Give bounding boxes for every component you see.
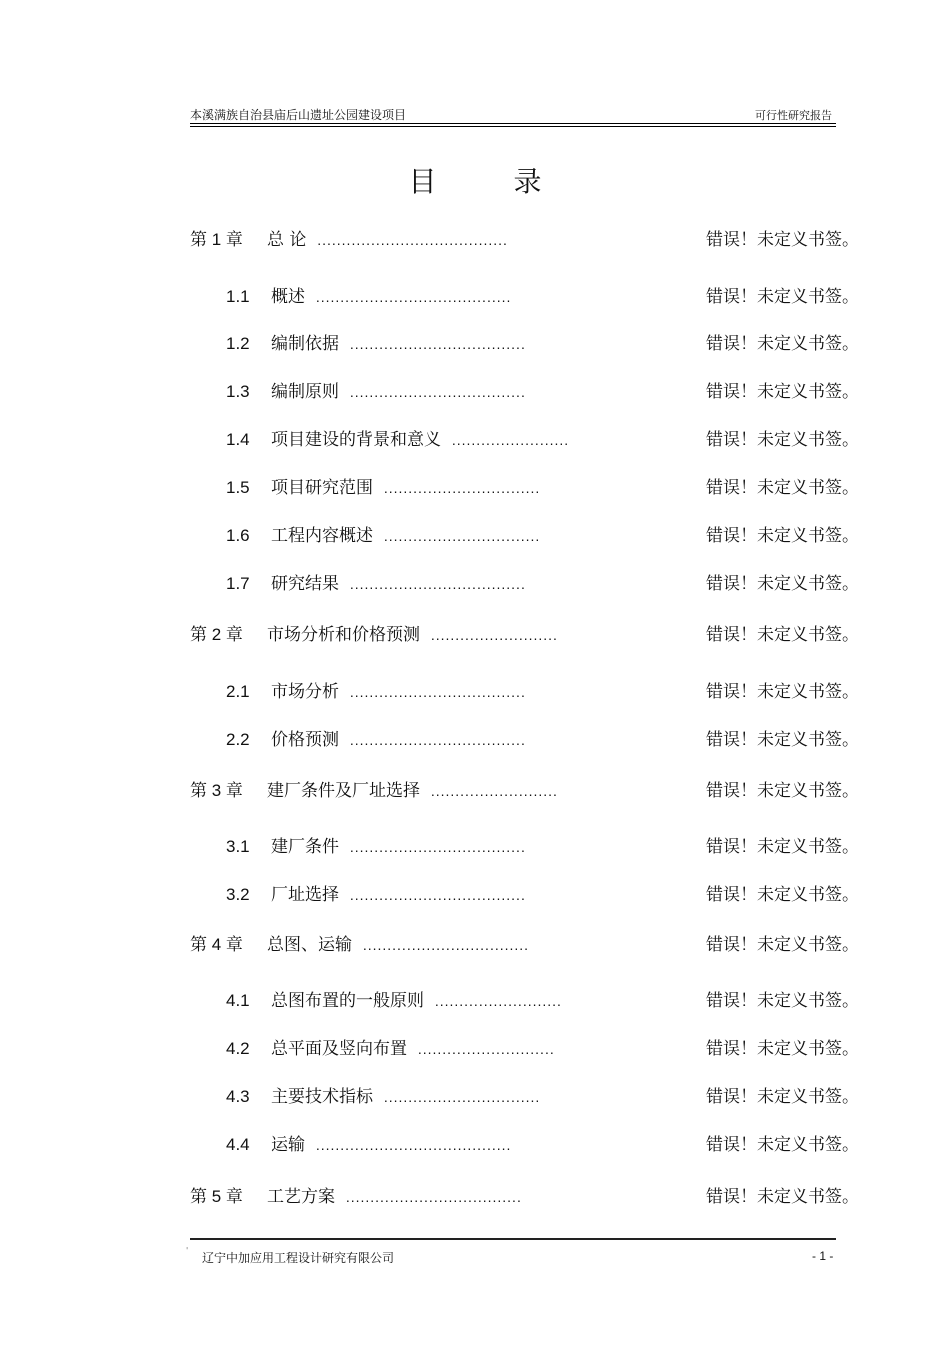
toc-gap	[420, 625, 431, 645]
toc-section-entry[interactable]	[226, 680, 870, 704]
toc-entry-number: 1.5	[226, 478, 250, 497]
toc-leader-dots: ....................................	[349, 887, 526, 903]
toc-page-reference: 错误！未定义书签。	[706, 526, 859, 546]
toc-page-reference: 错误！未定义书签。	[706, 935, 859, 955]
toc-gap	[339, 837, 350, 857]
toc-entry-number: 1.7	[226, 574, 250, 593]
toc-entry-number: 1.2	[226, 334, 250, 353]
toc-leader-dots: ................................	[383, 1089, 541, 1105]
toc-page-reference: 错误！未定义书签。	[706, 730, 859, 750]
toc-entry-title: 工艺方案	[267, 1187, 335, 1207]
toc-section-entry[interactable]	[226, 835, 870, 859]
toc-section-entry[interactable]	[226, 989, 870, 1013]
toc-chapter-entry[interactable]	[190, 779, 870, 803]
toc-page-reference: 错误！未定义书签。	[706, 430, 859, 450]
toc-entry-number: 第 2 章	[190, 625, 243, 644]
toc-gap	[339, 382, 350, 402]
toc-leader-dots: ..........................	[434, 993, 562, 1009]
toc-section-entry[interactable]	[226, 524, 870, 548]
toc-entry-number: 1.4	[226, 430, 250, 449]
toc-gap	[373, 1087, 384, 1107]
toc-entry-title: 项目研究范围	[271, 478, 373, 498]
toc-title: 目 录	[408, 165, 576, 198]
toc-leader-dots: ..........................	[430, 783, 558, 799]
toc-gap	[441, 430, 452, 450]
toc-page-reference: 错误！未定义书签。	[706, 682, 859, 702]
toc-entry-title: 总平面及竖向布置	[271, 1039, 407, 1059]
toc-entry-number: 1.3	[226, 382, 250, 401]
toc-page-reference: 错误！未定义书签。	[706, 287, 859, 307]
toc-section-entry[interactable]	[226, 883, 870, 907]
toc-section-entry[interactable]	[226, 285, 870, 309]
toc-entry-title: 总图、运输	[267, 935, 352, 955]
toc-leader-dots: ................................	[383, 480, 541, 496]
toc-entry-number: 1.1	[226, 287, 250, 306]
toc-entry-title: 市场分析和价格预测	[267, 625, 420, 645]
toc-chapter-entry[interactable]	[190, 228, 870, 252]
toc-entry-number: 2.1	[226, 682, 250, 701]
toc-leader-dots: .......................................	[317, 232, 508, 248]
toc-leader-dots: ........................	[451, 432, 570, 448]
toc-leader-dots: ........................................	[315, 1137, 512, 1153]
toc-chapter-entry[interactable]	[190, 623, 870, 647]
toc-page-reference: 错误！未定义书签。	[706, 478, 859, 498]
toc-page-reference: 错误！未定义书签。	[706, 574, 859, 594]
toc-entry-title: 价格预测	[271, 730, 339, 750]
toc-section-entry[interactable]	[226, 476, 870, 500]
toc-leader-dots: ....................................	[349, 684, 526, 700]
toc-entry-title: 编制原则	[271, 382, 339, 402]
toc-gap	[339, 334, 350, 354]
toc-section-entry[interactable]	[226, 428, 870, 452]
toc-gap	[352, 935, 363, 955]
toc-entry-number: 3.2	[226, 885, 250, 904]
toc-leader-dots: ....................................	[349, 384, 526, 400]
toc-section-entry[interactable]	[226, 1133, 870, 1157]
toc-page-reference: 错误！未定义书签。	[706, 837, 859, 857]
toc-page-reference: 错误！未定义书签。	[706, 1135, 859, 1155]
header-report-type: 可行性研究报告	[755, 109, 832, 122]
toc-section-entry[interactable]	[226, 1037, 870, 1061]
toc-leader-dots: ........................................	[315, 289, 512, 305]
toc-entry-number: 4.3	[226, 1087, 250, 1106]
toc-gap	[339, 730, 350, 750]
toc-entry-title: 项目建设的背景和意义	[271, 430, 441, 450]
toc-section-entry[interactable]	[226, 332, 870, 356]
toc-section-entry[interactable]	[226, 728, 870, 752]
toc-entry-title: 市场分析	[271, 682, 339, 702]
toc-leader-dots: ....................................	[349, 336, 526, 352]
toc-entry-number: 第 4 章	[190, 935, 243, 954]
toc-leader-dots: ....................................	[345, 1189, 522, 1205]
toc-entry-number: 1.6	[226, 526, 250, 545]
toc-entry-title: 建厂条件及厂址选择	[267, 781, 420, 801]
toc-entry-title: 总图布置的一般原则	[271, 991, 424, 1011]
toc-gap	[373, 478, 384, 498]
toc-gap	[420, 781, 431, 801]
toc-gap	[373, 526, 384, 546]
footer-page-number: - 1 -	[812, 1249, 834, 1263]
toc-page-reference: 错误！未定义书签。	[706, 334, 859, 354]
toc-entry-title: 总 论	[267, 230, 307, 250]
toc-gap	[407, 1039, 418, 1059]
toc-page-reference: 错误！未定义书签。	[706, 781, 859, 801]
toc-entry-number: 4.1	[226, 991, 250, 1010]
toc-page-reference: 错误！未定义书签。	[706, 625, 859, 645]
toc-entry-title: 运输	[271, 1135, 305, 1155]
toc-page-reference: 错误！未定义书签。	[706, 885, 859, 905]
toc-page-reference: 错误！未定义书签。	[706, 991, 859, 1011]
toc-page-reference: 错误！未定义书签。	[706, 1087, 859, 1107]
toc-gap	[339, 885, 350, 905]
toc-entry-number: 第 5 章	[190, 1187, 243, 1206]
toc-entry-title: 编制依据	[271, 334, 339, 354]
toc-leader-dots: ................................	[383, 528, 541, 544]
header-project-title: 本溪满族自治县庙后山遗址公园建设项目	[190, 108, 407, 122]
toc-entry-number: 第 1 章	[190, 230, 243, 249]
toc-entry-title: 工程内容概述	[271, 526, 373, 546]
toc-entry-number: 4.2	[226, 1039, 250, 1058]
toc-entry-title: 研究结果	[271, 574, 339, 594]
toc-section-entry[interactable]	[226, 380, 870, 404]
toc-leader-dots: ..........................	[430, 627, 558, 643]
toc-chapter-entry[interactable]	[190, 1185, 870, 1209]
toc-leader-dots: ..................................	[362, 937, 530, 953]
toc-section-entry[interactable]	[226, 1085, 870, 1109]
toc-entry-title: 概述	[271, 287, 305, 307]
toc-leader-dots: ....................................	[349, 576, 526, 592]
toc-entry-title: 主要技术指标	[271, 1087, 373, 1107]
toc-entry-title: 建厂条件	[271, 837, 339, 857]
toc-entry-number: 2.2	[226, 730, 250, 749]
footer-mark: '	[186, 1246, 189, 1255]
toc-gap	[424, 991, 435, 1011]
toc-leader-dots: ............................	[417, 1041, 555, 1057]
toc-entry-number: 4.4	[226, 1135, 250, 1154]
footer-rule	[190, 1238, 836, 1240]
toc-page-reference: 错误！未定义书签。	[706, 1187, 859, 1207]
toc-page-reference: 错误！未定义书签。	[706, 230, 859, 250]
toc-leader-dots: ....................................	[349, 839, 526, 855]
toc-chapter-entry[interactable]	[190, 933, 870, 957]
toc-gap	[306, 230, 317, 250]
toc-entry-number: 3.1	[226, 837, 250, 856]
toc-page-reference: 错误！未定义书签。	[706, 382, 859, 402]
footer-company: 辽宁中加应用工程设计研究有限公司	[202, 1251, 395, 1265]
toc-gap	[305, 1135, 316, 1155]
toc-page-reference: 错误！未定义书签。	[706, 1039, 859, 1059]
toc-gap	[305, 287, 316, 307]
toc-section-entry[interactable]	[226, 572, 870, 596]
toc-gap	[335, 1187, 346, 1207]
toc-gap	[339, 682, 350, 702]
toc-gap	[339, 574, 350, 594]
toc-entry-title: 厂址选择	[271, 885, 339, 905]
toc-leader-dots: ....................................	[349, 732, 526, 748]
toc-entry-number: 第 3 章	[190, 781, 243, 800]
